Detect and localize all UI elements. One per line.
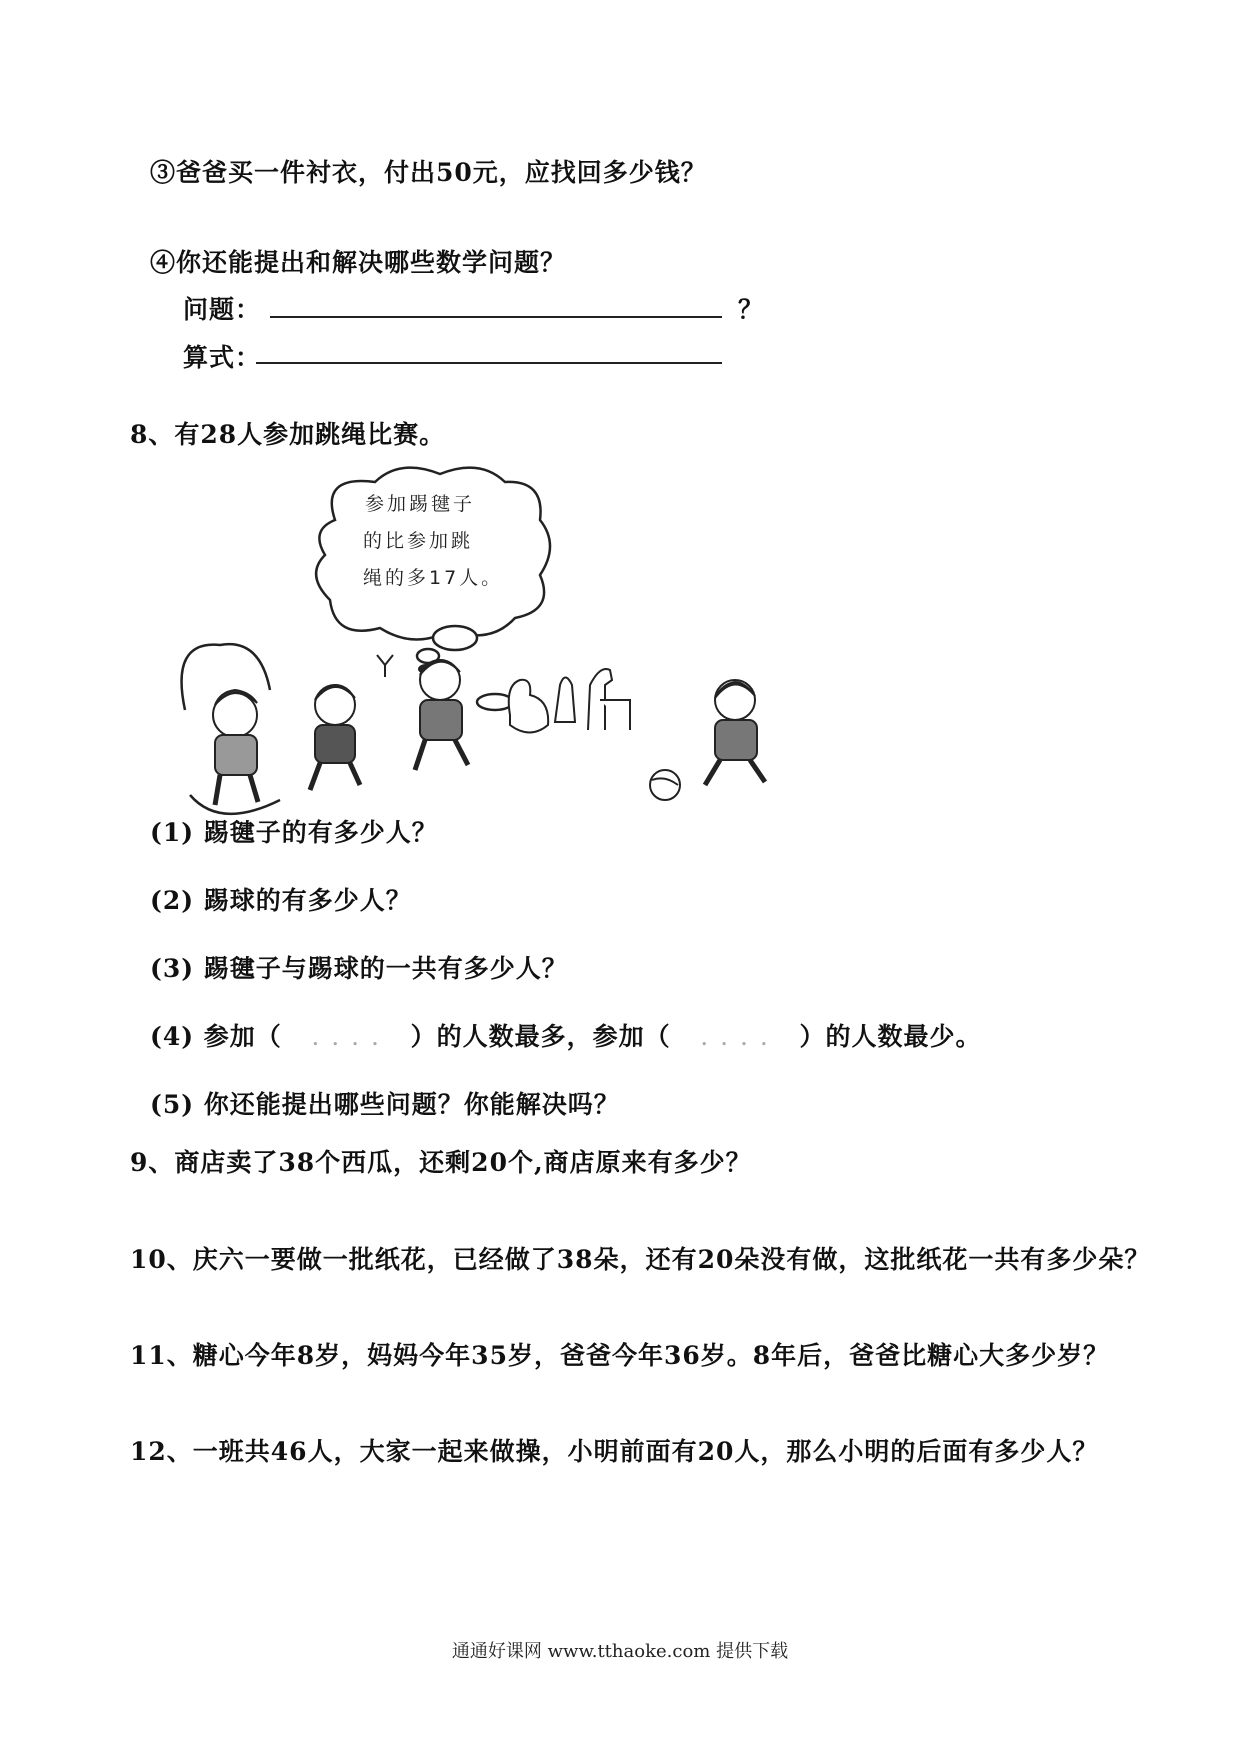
q7-item4: ④你还能提出和解决哪些数学问题？ bbox=[150, 248, 567, 277]
question-end-mark: ？ bbox=[738, 295, 764, 324]
q8-sub4-blank-least[interactable]: . . . . bbox=[680, 1022, 790, 1051]
question-label: 问题： bbox=[183, 295, 262, 324]
question-answer-line[interactable] bbox=[270, 316, 722, 318]
bubble-line-1: 参加踢毽子 bbox=[365, 493, 476, 515]
bubble-line-3: 绳的多17人。 bbox=[363, 567, 504, 589]
formula-label: 算式： bbox=[183, 343, 262, 372]
q11: 11、糖心今年8岁，妈妈今年35岁，爸爸今年36岁。8年后，爸爸比糖心大多少岁？ bbox=[130, 1341, 1110, 1370]
q8-illustration bbox=[160, 460, 880, 830]
q8-sub1-text: (1) 踢毽子的有多少人？ bbox=[150, 818, 438, 847]
q8-sub4-blank-most[interactable]: . . . . bbox=[291, 1022, 401, 1051]
q8-title: 8、有28人参加跳绳比赛。 bbox=[130, 420, 446, 449]
bubble-line-2: 的比参加跳 bbox=[363, 530, 474, 552]
q8-sub4-part-c: ）的人数最少。 bbox=[799, 1022, 982, 1051]
thought-bubble bbox=[316, 468, 550, 674]
child-shuttlecock bbox=[310, 655, 393, 790]
footer-source: 通通好课网 www.tthaoke.com 提供下载 bbox=[451, 1641, 789, 1662]
q8-sub4 bbox=[150, 1017, 982, 1053]
formula-answer-line[interactable] bbox=[256, 362, 722, 364]
q12: 12、一班共46人，大家一起来做操，小明前面有20人，那么小明的后面有多少人？ bbox=[130, 1437, 1099, 1466]
q8-sub4-part-b: ）的人数最多，参加（ bbox=[410, 1022, 671, 1051]
child-ring bbox=[415, 660, 513, 770]
q8-sub5: (5) 你还能提出哪些问题？你能解决吗？ bbox=[150, 1090, 620, 1119]
girl-ball bbox=[650, 680, 765, 800]
q9: 9、商店卖了38个西瓜，还剩20个,商店原来有多少？ bbox=[130, 1148, 752, 1177]
q8-sub4-part-a: (4) 参加（ bbox=[150, 1022, 282, 1051]
q7-item3: ③爸爸买一件衬衣，付出50元，应找回多少钱？ bbox=[150, 158, 707, 187]
toy-animals bbox=[509, 669, 630, 733]
q8-sub3: (3) 踢毽子与踢球的一共有多少人？ bbox=[150, 954, 568, 983]
q10: 10、庆六一要做一批纸花，已经做了38朵，还有20朵没有做，这批纸花一共有多少朵？ bbox=[130, 1245, 1151, 1274]
child-jump-rope bbox=[182, 644, 280, 814]
q8-sub2: (2) 踢球的有多少人？ bbox=[150, 886, 412, 915]
q8-sub1 bbox=[150, 813, 438, 849]
